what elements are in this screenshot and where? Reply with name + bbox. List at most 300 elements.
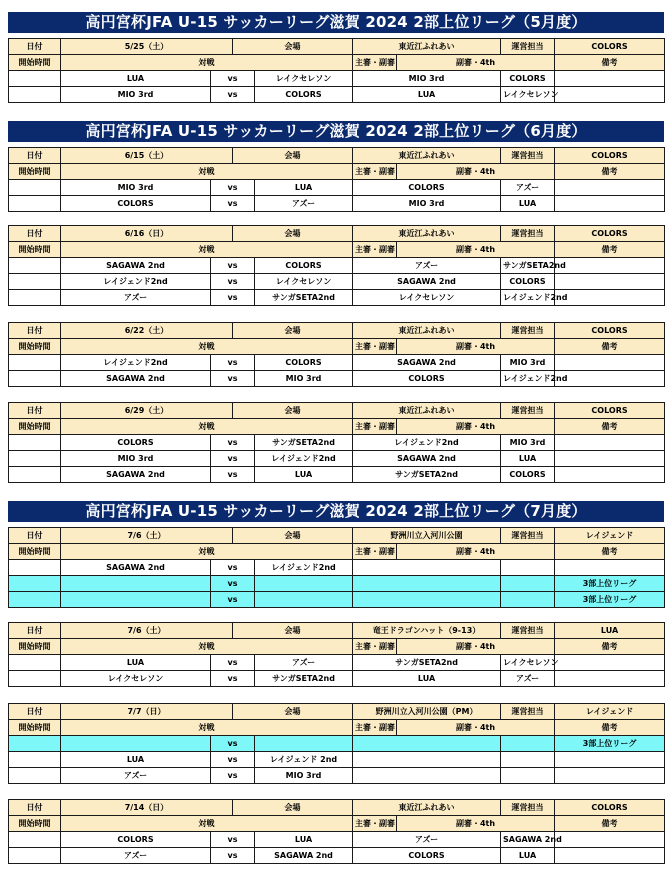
manager-value: COLORS [555,226,665,242]
start-time-cell [9,736,61,752]
remarks-cell [555,435,665,451]
vs-marker: vs [211,560,255,576]
venue-value: 東近江ふれあい [353,148,501,164]
start-time-label: 開始時間 [9,419,61,435]
match-row [9,290,665,306]
referee-sub: MIO 3rd [501,435,555,451]
referee-main: COLORS [353,371,501,387]
manager-label: 運営担当 [501,528,555,544]
away-team: サンガSETA2nd [255,290,353,306]
referee-sub-label: 副審・4th [397,544,555,560]
referee-sub-label: 副審・4th [397,242,555,258]
start-time-cell [9,87,61,103]
match-row [9,180,665,196]
referee-main: アズー [353,832,501,848]
referee-main [353,560,501,576]
home-team: LUA [61,71,211,87]
match-label: 対戦 [61,419,353,435]
remarks-label: 備考 [555,639,665,655]
start-time-cell [9,371,61,387]
month-title-july: 高円宮杯JFA U-15 サッカーリーグ滋賀 2024 2部上位リーグ（7月度） [8,501,664,522]
referee-main-label: 主審・副審 [353,544,397,560]
referee-sub [501,560,555,576]
home-team: LUA [61,752,211,768]
start-time-label: 開始時間 [9,816,61,832]
start-time-label: 開始時間 [9,242,61,258]
manager-value: LUA [555,623,665,639]
referee-main: COLORS [353,848,501,864]
away-team: COLORS [255,258,353,274]
date-label: 日付 [9,403,61,419]
vs-marker: vs [211,371,255,387]
match-label: 対戦 [61,339,353,355]
date-value: 6/15（土） [61,148,233,164]
away-team: COLORS [255,87,353,103]
referee-sub-label: 副審・4th [397,720,555,736]
remarks-label: 備考 [555,242,665,258]
header-row-date [9,800,665,816]
start-time-cell [9,274,61,290]
remarks-cell: 3部上位リーグ [555,592,665,608]
manager-label: 運営担当 [501,800,555,816]
vs-marker: vs [211,655,255,671]
start-time-cell [9,435,61,451]
referee-main: アズー [353,258,501,274]
match-row [9,274,665,290]
match-label: 対戦 [61,242,353,258]
manager-value: COLORS [555,39,665,55]
referee-main: LUA [353,671,501,687]
header-row-columns [9,242,665,258]
match-label: 対戦 [61,639,353,655]
referee-main: MIO 3rd [353,196,501,212]
match-row [9,371,665,387]
venue-value: 東近江ふれあい [353,226,501,242]
month-title-june: 高円宮杯JFA U-15 サッカーリーグ滋賀 2024 2部上位リーグ（6月度） [8,121,664,142]
remarks-label: 備考 [555,419,665,435]
start-time-cell [9,768,61,784]
away-team: SAGAWA 2nd [255,848,353,864]
match-day-table [8,799,665,864]
referee-sub: サンガSETA2nd [501,258,555,274]
remarks-label: 備考 [555,720,665,736]
venue-label: 会場 [233,403,353,419]
venue-label: 会場 [233,323,353,339]
referee-sub [501,768,555,784]
manager-value: COLORS [555,323,665,339]
remarks-label: 備考 [555,164,665,180]
referee-sub: レイジェンド2nd [501,371,555,387]
match-row [9,848,665,864]
home-team: アズー [61,848,211,864]
header-row-date [9,148,665,164]
match-day-table [8,703,665,784]
match-day-table [8,147,665,212]
date-label: 日付 [9,226,61,242]
date-label: 日付 [9,323,61,339]
away-team: LUA [255,832,353,848]
remarks-cell [555,768,665,784]
vs-marker: vs [211,71,255,87]
venue-label: 会場 [233,528,353,544]
date-value: 6/29（土） [61,403,233,419]
referee-sub-label: 副審・4th [397,639,555,655]
away-team [255,736,353,752]
header-row-columns [9,816,665,832]
referee-sub-label: 副審・4th [397,419,555,435]
away-team: サンガSETA2nd [255,435,353,451]
referee-sub: アズー [501,671,555,687]
away-team: MIO 3rd [255,371,353,387]
manager-label: 運営担当 [501,704,555,720]
vs-marker: vs [211,435,255,451]
date-label: 日付 [9,39,61,55]
date-label: 日付 [9,528,61,544]
header-row-columns [9,339,665,355]
match-row [9,736,665,752]
remarks-cell [555,71,665,87]
date-value: 7/6（土） [61,528,233,544]
away-team: サンガSETA2nd [255,671,353,687]
header-row-date [9,704,665,720]
referee-sub-label: 副審・4th [397,55,555,71]
start-time-cell [9,752,61,768]
home-team: MIO 3rd [61,180,211,196]
manager-value: COLORS [555,403,665,419]
date-label: 日付 [9,148,61,164]
referee-main: LUA [353,87,501,103]
start-time-cell [9,180,61,196]
vs-marker: vs [211,467,255,483]
start-time-cell [9,655,61,671]
start-time-label: 開始時間 [9,339,61,355]
away-team: レイジェンド 2nd [255,752,353,768]
start-time-cell [9,451,61,467]
match-label: 対戦 [61,544,353,560]
vs-marker: vs [211,768,255,784]
vs-marker: vs [211,290,255,306]
home-team: レイジェンド2nd [61,355,211,371]
remarks-cell [555,196,665,212]
away-team: アズー [255,196,353,212]
start-time-cell [9,576,61,592]
date-value: 7/6（土） [61,623,233,639]
home-team: MIO 3rd [61,87,211,103]
match-row [9,560,665,576]
home-team: アズー [61,290,211,306]
referee-sub: MIO 3rd [501,355,555,371]
home-team: レイジェンド2nd [61,274,211,290]
away-team: レイジェンド2nd [255,451,353,467]
referee-main-label: 主審・副審 [353,720,397,736]
match-label: 対戦 [61,164,353,180]
remarks-cell [555,274,665,290]
referee-sub [501,576,555,592]
referee-main [353,576,501,592]
vs-marker: vs [211,576,255,592]
referee-main-label: 主審・副審 [353,242,397,258]
vs-marker: vs [211,274,255,290]
vs-marker: vs [211,451,255,467]
match-day-table [8,622,665,687]
vs-marker: vs [211,671,255,687]
date-value: 5/25（土） [61,39,233,55]
away-team [255,592,353,608]
referee-sub-label: 副審・4th [397,816,555,832]
referee-sub-label: 副審・4th [397,339,555,355]
venue-value: 野洲川立入河川公園（PM） [353,704,501,720]
remarks-cell [555,355,665,371]
remarks-cell [555,451,665,467]
vs-marker: vs [211,355,255,371]
remarks-cell [555,290,665,306]
referee-main-label: 主審・副審 [353,164,397,180]
venue-value: 東近江ふれあい [353,39,501,55]
match-row [9,87,665,103]
referee-main: MIO 3rd [353,71,501,87]
vs-marker: vs [211,258,255,274]
manager-value: レイジェンド [555,704,665,720]
manager-label: 運営担当 [501,323,555,339]
away-team: LUA [255,180,353,196]
match-row [9,355,665,371]
referee-sub: LUA [501,451,555,467]
manager-label: 運営担当 [501,39,555,55]
start-time-label: 開始時間 [9,639,61,655]
home-team: レイクセレソン [61,671,211,687]
venue-value: 野洲川立入河川公園 [353,528,501,544]
referee-main [353,592,501,608]
header-row-date [9,226,665,242]
start-time-label: 開始時間 [9,720,61,736]
remarks-label: 備考 [555,55,665,71]
referee-main: サンガSETA2nd [353,467,501,483]
venue-label: 会場 [233,800,353,816]
manager-label: 運営担当 [501,403,555,419]
referee-main: COLORS [353,180,501,196]
referee-sub-label: 副審・4th [397,164,555,180]
vs-marker: vs [211,87,255,103]
referee-main: SAGAWA 2nd [353,451,501,467]
venue-label: 会場 [233,226,353,242]
match-row [9,258,665,274]
venue-value: 東近江ふれあい [353,403,501,419]
home-team: LUA [61,655,211,671]
home-team: COLORS [61,832,211,848]
start-time-label: 開始時間 [9,544,61,560]
home-team: SAGAWA 2nd [61,258,211,274]
home-team [61,592,211,608]
referee-main-label: 主審・副審 [353,639,397,655]
vs-marker: vs [211,832,255,848]
vs-marker: vs [211,736,255,752]
match-row [9,671,665,687]
home-team: MIO 3rd [61,451,211,467]
match-day-table [8,322,665,387]
referee-main [353,736,501,752]
referee-sub: レイクセレソン [501,655,555,671]
manager-label: 運営担当 [501,623,555,639]
remarks-cell [555,832,665,848]
start-time-cell [9,258,61,274]
match-row [9,196,665,212]
match-row [9,576,665,592]
start-time-cell [9,671,61,687]
home-team: アズー [61,768,211,784]
home-team: SAGAWA 2nd [61,467,211,483]
referee-sub: レイクセレソン [501,87,555,103]
venue-label: 会場 [233,39,353,55]
match-day-table [8,38,665,103]
home-team: COLORS [61,196,211,212]
remarks-cell [555,560,665,576]
remarks-label: 備考 [555,544,665,560]
manager-label: 運営担当 [501,226,555,242]
date-value: 6/16（日） [61,226,233,242]
header-row-date [9,403,665,419]
manager-value: COLORS [555,148,665,164]
referee-main: SAGAWA 2nd [353,274,501,290]
match-row [9,655,665,671]
match-label: 対戦 [61,816,353,832]
match-day-table [8,527,665,608]
referee-main [353,768,501,784]
header-row-date [9,528,665,544]
remarks-cell [555,180,665,196]
referee-main-label: 主審・副審 [353,816,397,832]
referee-main-label: 主審・副審 [353,419,397,435]
header-row-columns [9,164,665,180]
header-row-columns [9,639,665,655]
start-time-cell [9,467,61,483]
venue-value: 竜王ドラゴンハット（9-13） [353,623,501,639]
remarks-label: 備考 [555,339,665,355]
month-title-may: 高円宮杯JFA U-15 サッカーリーグ滋賀 2024 2部上位リーグ（5月度） [8,12,664,33]
venue-value: 東近江ふれあい [353,323,501,339]
remarks-cell [555,467,665,483]
referee-sub: LUA [501,848,555,864]
referee-main: レイクセレソン [353,290,501,306]
manager-value: レイジェンド [555,528,665,544]
referee-main [353,752,501,768]
start-time-cell [9,848,61,864]
match-label: 対戦 [61,720,353,736]
remarks-cell [555,848,665,864]
away-team: COLORS [255,355,353,371]
referee-sub: SAGAWA 2nd [501,832,555,848]
remarks-cell: 3部上位リーグ [555,736,665,752]
away-team [255,576,353,592]
date-label: 日付 [9,623,61,639]
match-day-table [8,402,665,483]
remarks-cell [555,87,665,103]
date-value: 7/7（日） [61,704,233,720]
match-row [9,467,665,483]
away-team: アズー [255,655,353,671]
header-row-columns [9,55,665,71]
header-row-columns [9,720,665,736]
start-time-cell [9,592,61,608]
header-row-date [9,623,665,639]
referee-sub [501,592,555,608]
vs-marker: vs [211,196,255,212]
start-time-label: 開始時間 [9,164,61,180]
match-row [9,832,665,848]
match-day-table [8,225,665,306]
start-time-cell [9,71,61,87]
referee-main: サンガSETA2nd [353,655,501,671]
referee-sub: COLORS [501,467,555,483]
home-team [61,576,211,592]
vs-marker: vs [211,592,255,608]
away-team: MIO 3rd [255,768,353,784]
remarks-label: 備考 [555,816,665,832]
vs-marker: vs [211,848,255,864]
away-team: レイクセレソン [255,274,353,290]
home-team: SAGAWA 2nd [61,560,211,576]
date-value: 7/14（日） [61,800,233,816]
referee-sub: アズー [501,180,555,196]
home-team: COLORS [61,435,211,451]
match-label: 対戦 [61,55,353,71]
date-value: 6/22（土） [61,323,233,339]
start-time-label: 開始時間 [9,55,61,71]
remarks-cell [555,655,665,671]
header-row-columns [9,544,665,560]
match-row [9,768,665,784]
match-row [9,592,665,608]
remarks-cell [555,258,665,274]
manager-value: COLORS [555,800,665,816]
referee-main: レイジェンド2nd [353,435,501,451]
remarks-cell [555,752,665,768]
away-team: レイジェンド2nd [255,560,353,576]
referee-sub: COLORS [501,71,555,87]
vs-marker: vs [211,180,255,196]
venue-label: 会場 [233,623,353,639]
referee-main-label: 主審・副審 [353,339,397,355]
referee-sub: レイジェンド2nd [501,290,555,306]
vs-marker: vs [211,752,255,768]
date-label: 日付 [9,704,61,720]
match-row [9,752,665,768]
start-time-cell [9,355,61,371]
remarks-cell [555,671,665,687]
start-time-cell [9,290,61,306]
date-label: 日付 [9,800,61,816]
referee-sub: LUA [501,196,555,212]
referee-main-label: 主審・副審 [353,55,397,71]
home-team [61,736,211,752]
match-row [9,435,665,451]
referee-sub [501,752,555,768]
venue-label: 会場 [233,704,353,720]
home-team: SAGAWA 2nd [61,371,211,387]
venue-label: 会場 [233,148,353,164]
away-team: レイクセレソン [255,71,353,87]
referee-sub [501,736,555,752]
venue-value: 東近江ふれあい [353,800,501,816]
manager-label: 運営担当 [501,148,555,164]
start-time-cell [9,832,61,848]
header-row-columns [9,419,665,435]
header-row-date [9,39,665,55]
header-row-date [9,323,665,339]
remarks-cell [555,371,665,387]
start-time-cell [9,560,61,576]
match-row [9,451,665,467]
referee-sub: COLORS [501,274,555,290]
